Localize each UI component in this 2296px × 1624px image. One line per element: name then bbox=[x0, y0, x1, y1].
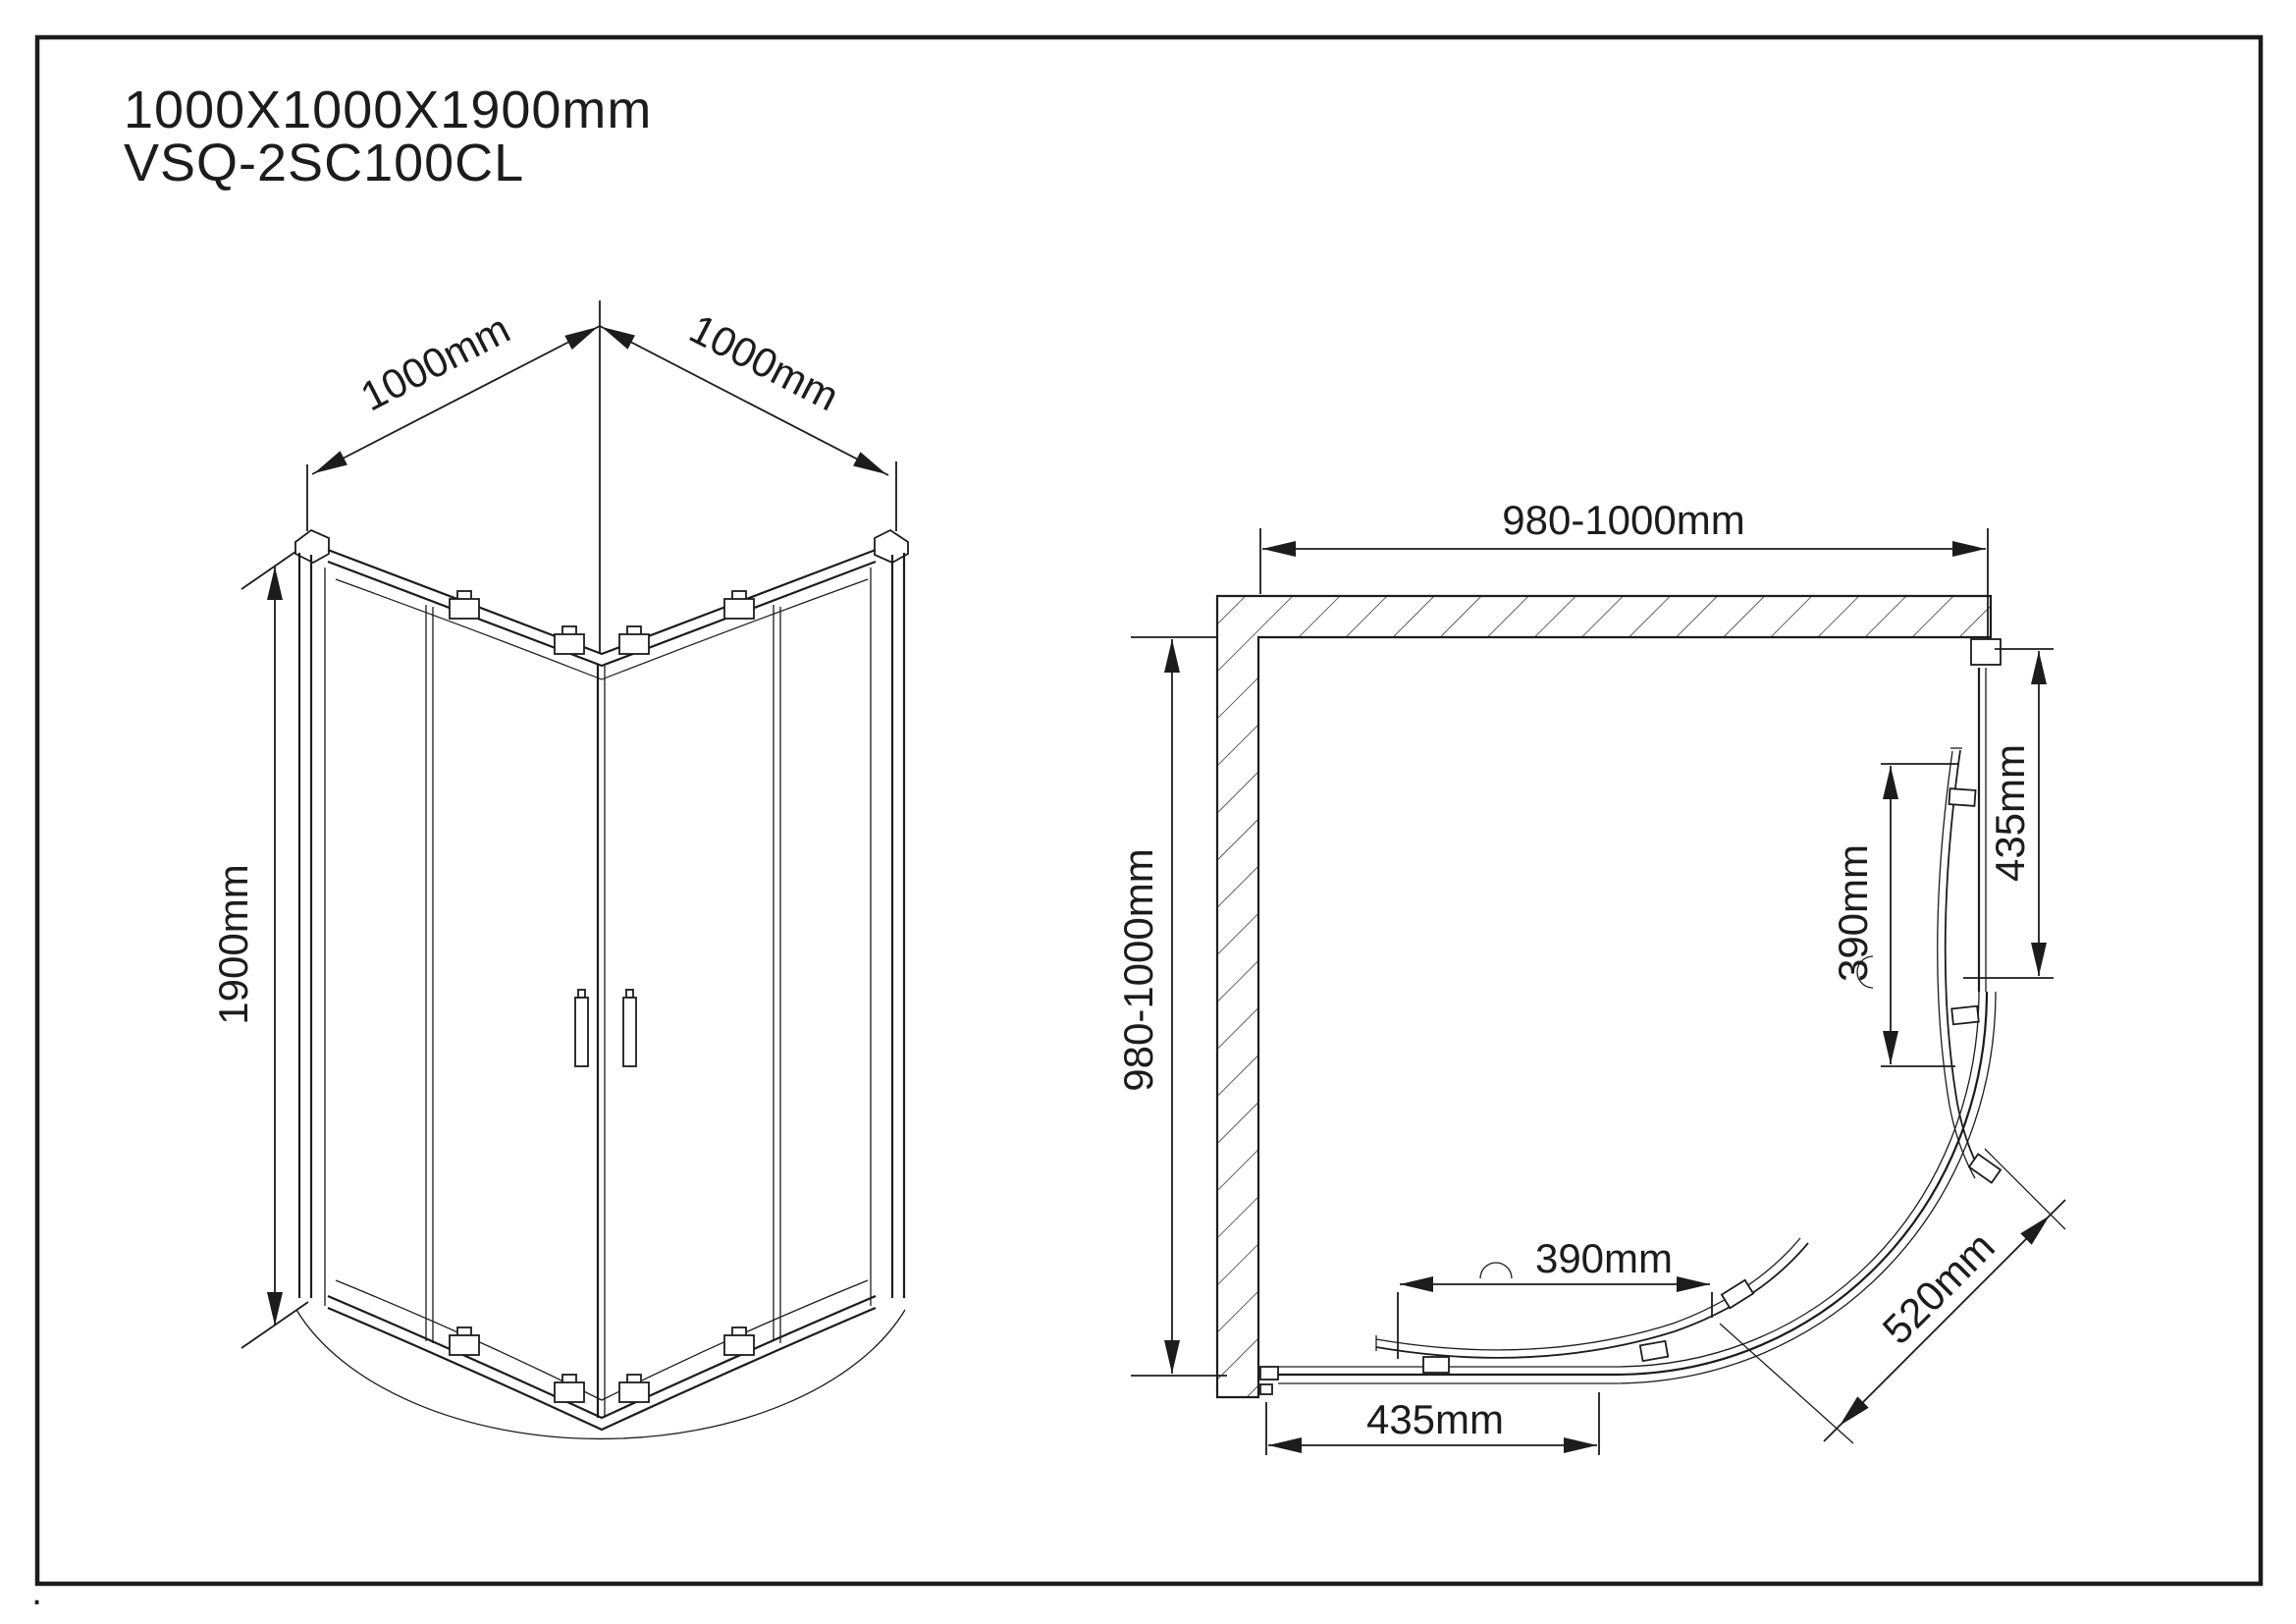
handle-icon bbox=[575, 998, 588, 1066]
arrowhead bbox=[1262, 541, 1296, 557]
top-curved-rail bbox=[328, 550, 876, 679]
roller-icon bbox=[724, 599, 754, 619]
dimension-right-fixed-panel bbox=[1963, 649, 2054, 978]
dim-label-width-left: 1000mm bbox=[352, 304, 517, 420]
arrowhead bbox=[1883, 766, 1898, 799]
dim-label-overall-depth: 980-1000mm bbox=[1115, 848, 1161, 1092]
wall-bracket bbox=[1260, 1384, 1272, 1394]
arrowhead bbox=[2031, 651, 2047, 684]
arc-symbol-icon bbox=[1480, 1263, 1512, 1278]
dim-label-overall-width: 980-1000mm bbox=[1502, 497, 1745, 543]
dimension-bottom-fixed-panel bbox=[1266, 1392, 1599, 1455]
page-border bbox=[37, 37, 2261, 1584]
dimension-right-door-opening bbox=[1830, 764, 1958, 1066]
door-handles bbox=[575, 990, 636, 1066]
handle-icon bbox=[626, 990, 633, 998]
door-end-fitting bbox=[1722, 1280, 1753, 1308]
roller-icon bbox=[619, 1382, 649, 1402]
dim-label-width-right: 1000mm bbox=[682, 304, 847, 420]
dim-label-right-fixed-panel: 435mm bbox=[1987, 743, 2033, 883]
arrowhead bbox=[564, 327, 598, 350]
arrowhead bbox=[1164, 1340, 1180, 1374]
plan-view bbox=[1115, 497, 2065, 1455]
wall-bracket bbox=[1260, 1367, 1278, 1380]
arrowhead bbox=[1564, 1437, 1597, 1453]
arrowhead bbox=[1268, 1437, 1302, 1453]
dimension-width-right bbox=[600, 305, 896, 531]
vertical-profiles bbox=[299, 553, 904, 1418]
drawing-size-title: 1000X1000X1900mm bbox=[124, 81, 653, 139]
front-elevation-view bbox=[210, 300, 908, 1438]
dimension-curved-door-width bbox=[1720, 1149, 2065, 1443]
dim-label-bottom-fixed-panel: 435mm bbox=[1365, 1396, 1505, 1442]
roller-icon bbox=[450, 599, 479, 619]
dimension-overall-depth bbox=[1115, 637, 1227, 1376]
arrowhead bbox=[602, 327, 635, 350]
shower-tray-rim bbox=[296, 1310, 905, 1438]
roller-icon bbox=[450, 1335, 479, 1355]
arrowhead bbox=[267, 567, 283, 600]
dim-label-height: 1900mm bbox=[210, 864, 256, 1025]
arrowhead bbox=[1400, 1276, 1433, 1292]
handle-icon bbox=[623, 998, 636, 1066]
bottom-curved-rail bbox=[296, 1280, 905, 1438]
handle-icon bbox=[578, 990, 585, 998]
arrowhead bbox=[2031, 943, 2047, 976]
arrowhead bbox=[1164, 639, 1180, 673]
top-rollers bbox=[450, 591, 754, 654]
wall-bracket bbox=[1971, 639, 2001, 665]
roller-icon bbox=[619, 634, 649, 654]
roller-icon bbox=[1640, 1341, 1668, 1361]
footnote-dot: . bbox=[31, 1570, 43, 1613]
bottom-rollers bbox=[450, 1327, 754, 1402]
dim-label-curved-door-width: 520mm bbox=[1873, 1222, 2003, 1353]
dimension-height bbox=[210, 543, 308, 1348]
roller-icon bbox=[555, 634, 584, 654]
dim-label-bottom-door-opening: 390mm bbox=[1534, 1235, 1674, 1281]
roller-icon bbox=[555, 1382, 584, 1402]
dim-label-right-door-opening: 390mm bbox=[1830, 843, 1876, 983]
model-number: VSQ-2SC100CL bbox=[124, 134, 525, 192]
arrowhead bbox=[853, 452, 886, 474]
arrowhead bbox=[314, 451, 347, 473]
roller-icon bbox=[724, 1335, 754, 1355]
arrowhead bbox=[1883, 1031, 1898, 1064]
arrowhead bbox=[1952, 541, 1986, 557]
roller-icon bbox=[1951, 1006, 1979, 1025]
roller-icon bbox=[1949, 788, 1975, 806]
enclosure-frame bbox=[295, 530, 908, 1438]
arrowhead bbox=[1677, 1276, 1710, 1292]
roller-icon bbox=[1423, 1357, 1449, 1373]
